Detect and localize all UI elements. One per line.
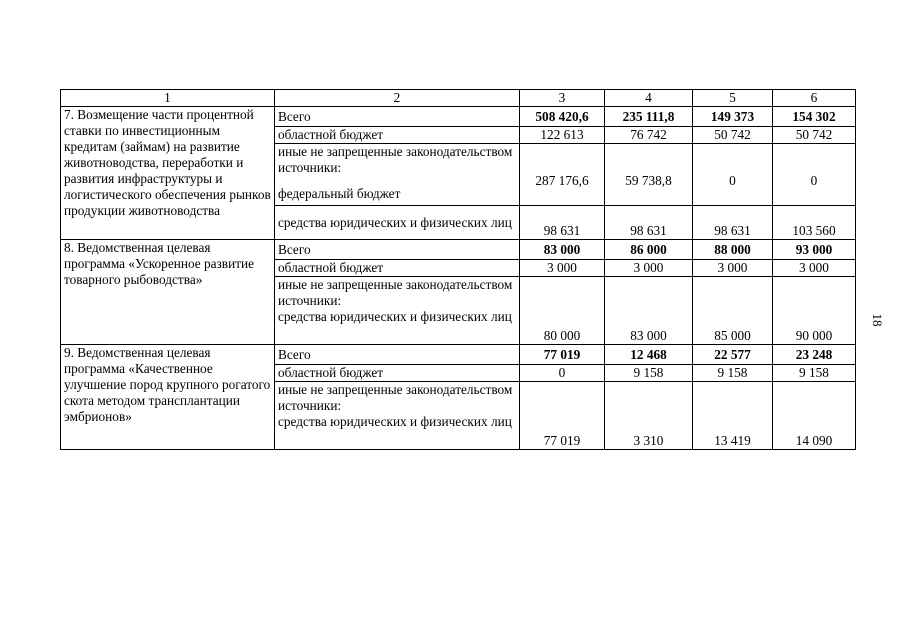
table-row [61, 345, 856, 365]
budget-table [60, 89, 856, 450]
header-row [61, 90, 856, 107]
value-cell: 3 310 [605, 382, 693, 450]
value-cell: 508 420,6 [520, 107, 605, 127]
column-header: 4 [605, 90, 693, 107]
value-cell: 98 631 [605, 206, 693, 240]
program-title: 9. Ведомственная целевая программа «Качественное улучшение пород крупного рогатого скота методом трансплантации эмбрионов» [61, 345, 275, 450]
source-cell [275, 382, 520, 450]
source-cell [275, 144, 520, 206]
source-label: Всего [275, 107, 520, 127]
value-cell: 59 738,8 [605, 144, 693, 206]
value-cell: 12 468 [605, 345, 693, 365]
source-label: областной бюджет [275, 127, 520, 144]
value-cell: 93 000 [773, 240, 856, 260]
source-label: иные не запрещенные законодательством источники: [278, 277, 513, 308]
value-cell: 85 000 [693, 277, 773, 345]
value-cell: 13 419 [693, 382, 773, 450]
value-cell: 83 000 [520, 240, 605, 260]
value-cell: 235 111,8 [605, 107, 693, 127]
value-cell: 149 373 [693, 107, 773, 127]
column-header: 5 [693, 90, 773, 107]
column-header: 2 [275, 90, 520, 107]
source-cell [275, 277, 520, 345]
column-header: 6 [773, 90, 856, 107]
value-cell: 23 248 [773, 345, 856, 365]
value-cell: 9 158 [693, 365, 773, 382]
value-cell: 77 019 [520, 382, 605, 450]
column-header: 1 [61, 90, 275, 107]
value-cell: 3 000 [605, 260, 693, 277]
value-cell: 88 000 [693, 240, 773, 260]
value-cell: 0 [693, 144, 773, 206]
page-number: 18 [870, 313, 885, 327]
source-label: Всего [275, 345, 520, 365]
value-cell: 90 000 [773, 277, 856, 345]
source-label: иные не запрещенные законодательством источники: [278, 382, 513, 413]
value-cell: 50 742 [773, 127, 856, 144]
value-cell: 22 577 [693, 345, 773, 365]
value-cell: 98 631 [520, 206, 605, 240]
table-row [61, 240, 856, 260]
source-label: иные не запрещенные законодательством источники: [278, 144, 513, 175]
value-cell: 50 742 [693, 127, 773, 144]
value-cell: 0 [520, 365, 605, 382]
value-cell: 86 000 [605, 240, 693, 260]
value-cell: 77 019 [520, 345, 605, 365]
source-label: федеральный бюджет [278, 186, 401, 201]
source-label: Всего [275, 240, 520, 260]
value-cell: 0 [773, 144, 856, 206]
value-cell: 3 000 [693, 260, 773, 277]
value-cell: 9 158 [605, 365, 693, 382]
source-label: средства юридических и физических лиц [275, 206, 520, 240]
program-title: 7. Возмещение части процентной ставки по инвестиционным кредитам (займам) на развитие животноводства, переработки и развития инфраструктуры и логистического обеспечения рынков продукции животноводства [61, 107, 275, 240]
value-cell: 83 000 [605, 277, 693, 345]
value-cell: 76 742 [605, 127, 693, 144]
value-cell: 80 000 [520, 277, 605, 345]
value-cell: 103 560 [773, 206, 856, 240]
value-cell: 154 302 [773, 107, 856, 127]
column-header: 3 [520, 90, 605, 107]
value-cell: 98 631 [693, 206, 773, 240]
table-row [61, 107, 856, 127]
source-label: областной бюджет [275, 365, 520, 382]
value-cell: 3 000 [773, 260, 856, 277]
value-cell: 9 158 [773, 365, 856, 382]
source-label: средства юридических и физических лиц [278, 414, 512, 429]
source-label: областной бюджет [275, 260, 520, 277]
value-cell: 3 000 [520, 260, 605, 277]
value-cell: 14 090 [773, 382, 856, 450]
value-cell: 122 613 [520, 127, 605, 144]
program-title: 8. Ведомственная целевая программа «Ускоренное развитие товарного рыбоводства» [61, 240, 275, 345]
source-label: средства юридических и физических лиц [278, 309, 512, 324]
value-cell: 287 176,6 [520, 144, 605, 206]
